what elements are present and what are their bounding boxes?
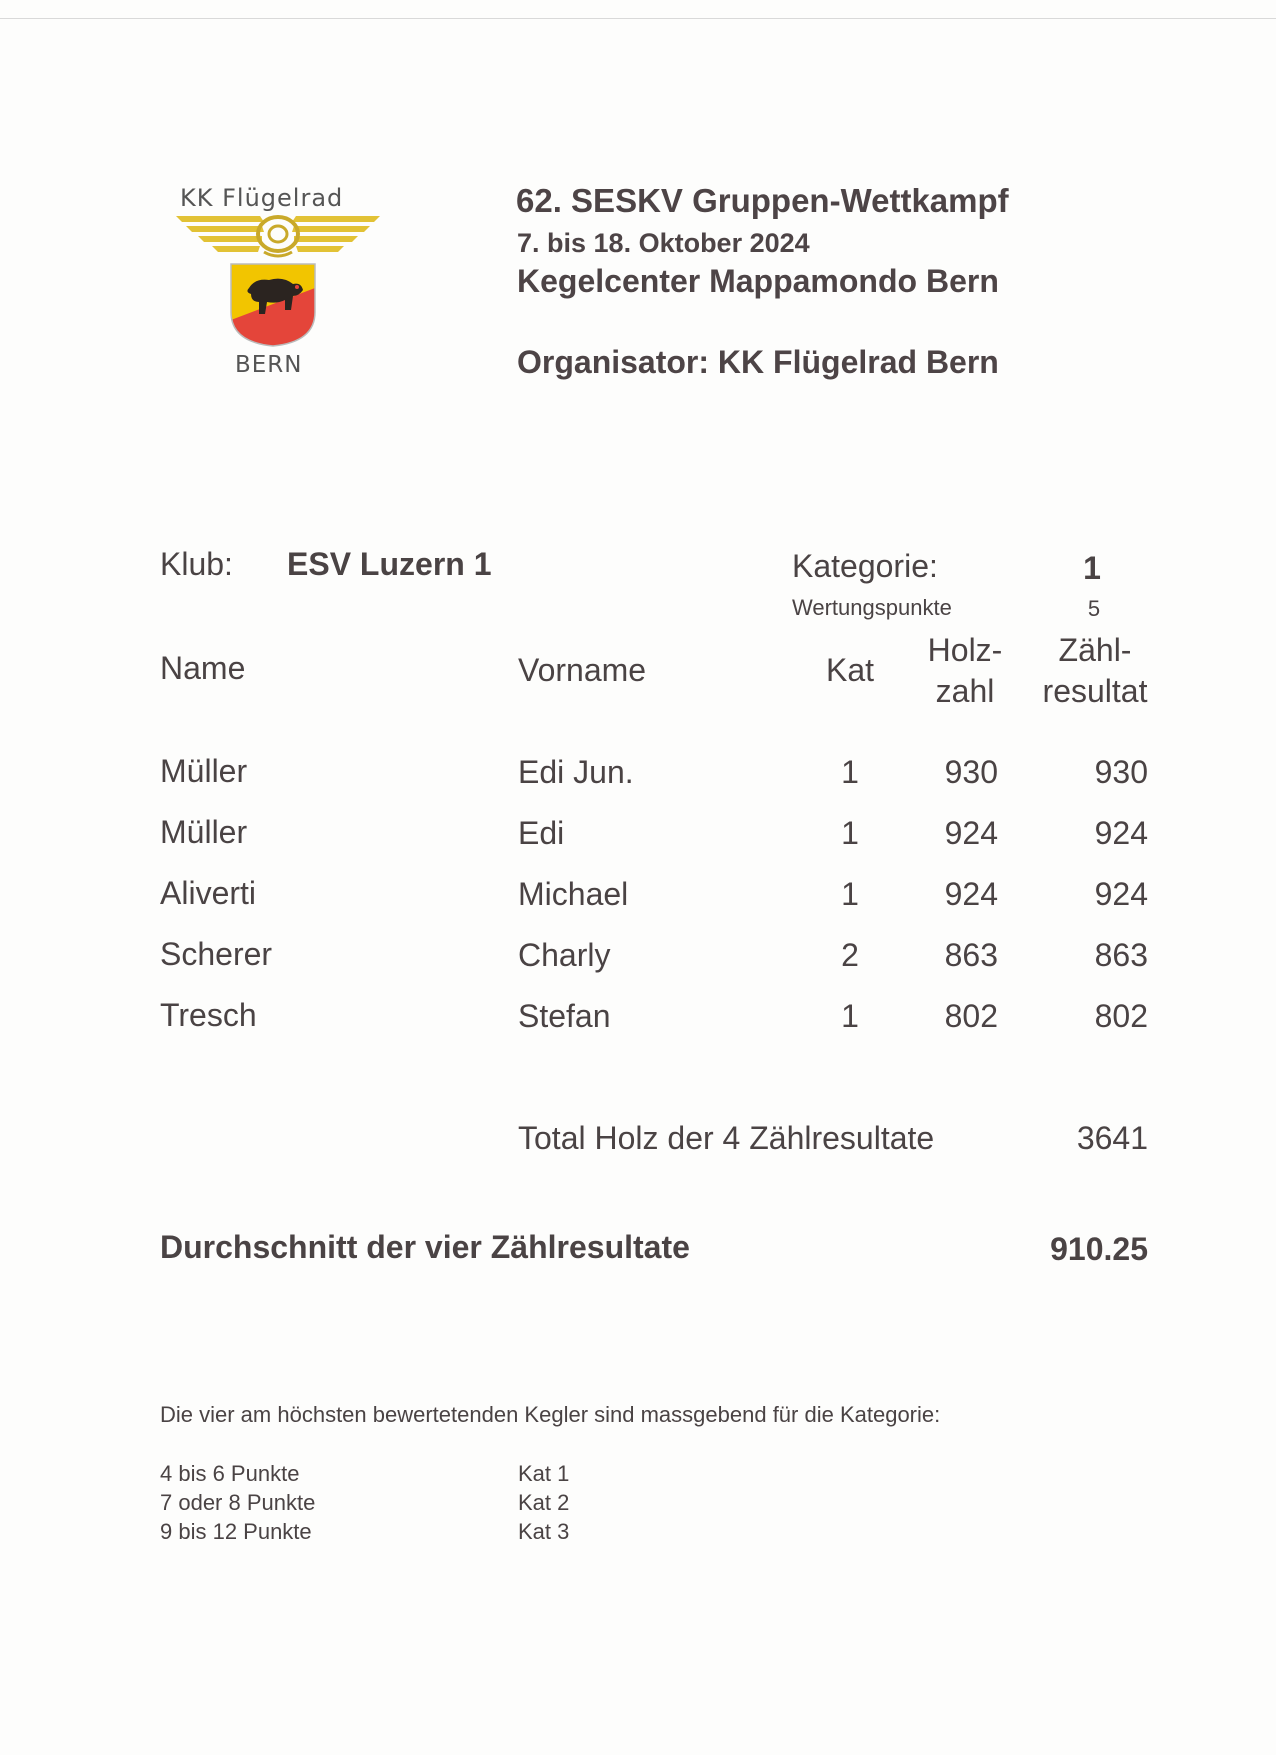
col-header-kat: Kat bbox=[825, 652, 875, 688]
col-header-holzzahl-line1: Holz- bbox=[927, 632, 1003, 668]
legend-range: 4 bis 6 Punkte bbox=[160, 1461, 300, 1486]
cell-name: Müller bbox=[160, 814, 248, 850]
footer-note: Die vier am höchsten bewertetenden Kegler sind massgebend für die Kategorie: bbox=[160, 1402, 941, 1427]
logo-city: BERN bbox=[235, 352, 303, 378]
cell-name: Müller bbox=[160, 753, 248, 789]
event-venue: Kegelcenter Mappamondo Bern bbox=[517, 263, 999, 299]
cell-holzzahl: 863 bbox=[944, 937, 998, 973]
col-header-holzzahl-line2: zahl bbox=[935, 673, 995, 709]
col-header-vorname: Vorname bbox=[518, 652, 647, 688]
cell-holzzahl: 924 bbox=[944, 876, 998, 912]
cell-kat: 2 bbox=[841, 937, 859, 973]
legend-range: 7 oder 8 Punkte bbox=[160, 1490, 316, 1515]
cell-vorname: Charly bbox=[518, 937, 611, 973]
club-name: ESV Luzern 1 bbox=[287, 546, 492, 582]
cell-name: Tresch bbox=[160, 997, 257, 1033]
total-value: 3641 bbox=[1076, 1120, 1148, 1156]
legend-kat: Kat 2 bbox=[518, 1490, 570, 1515]
col-header-zaehlresultat bbox=[1030, 630, 1160, 712]
cell-zaehlresultat: 930 bbox=[1094, 754, 1148, 790]
cell-vorname: Stefan bbox=[518, 998, 611, 1034]
cell-zaehlresultat: 802 bbox=[1094, 998, 1148, 1034]
cell-zaehlresultat: 924 bbox=[1094, 876, 1148, 912]
cell-vorname: Edi bbox=[518, 815, 565, 851]
cell-name: Aliverti bbox=[160, 875, 257, 911]
logo-club-name: KK Flügelrad bbox=[180, 184, 344, 212]
bern-shield-icon bbox=[229, 262, 317, 348]
col-header-name: Name bbox=[160, 650, 246, 686]
cell-holzzahl: 802 bbox=[944, 998, 998, 1034]
legend-range: 9 bis 12 Punkte bbox=[160, 1519, 312, 1544]
cell-zaehlresultat: 863 bbox=[1094, 937, 1148, 973]
average-label: Durchschnitt der vier Zählresultate bbox=[160, 1229, 690, 1265]
club-label: Klub: bbox=[160, 546, 233, 582]
event-title: 62. SESKV Gruppen-Wettkampf bbox=[516, 182, 1009, 219]
cell-kat: 1 bbox=[841, 815, 859, 851]
cell-name: Scherer bbox=[160, 936, 273, 972]
category-value: 1 bbox=[1083, 550, 1101, 586]
average-value: 910.25 bbox=[1050, 1231, 1148, 1267]
cell-holzzahl: 930 bbox=[944, 754, 998, 790]
col-header-holzzahl bbox=[910, 630, 1020, 712]
cell-vorname: Michael bbox=[518, 876, 629, 912]
legend-kat: Kat 3 bbox=[518, 1519, 570, 1544]
col-header-zaehlresultat-line2: resultat bbox=[1042, 673, 1148, 709]
cell-kat: 1 bbox=[841, 876, 859, 912]
event-organizer: Organisator: KK Flügelrad Bern bbox=[517, 344, 999, 380]
legend-kat: Kat 1 bbox=[518, 1461, 570, 1486]
cell-zaehlresultat: 924 bbox=[1094, 815, 1148, 851]
cell-holzzahl: 924 bbox=[944, 815, 998, 851]
cell-kat: 1 bbox=[841, 998, 859, 1034]
total-label: Total Holz der 4 Zählresultate bbox=[518, 1120, 935, 1156]
points-value: 5 bbox=[1087, 596, 1101, 621]
category-label: Kategorie: bbox=[792, 548, 938, 584]
winged-wheel-icon bbox=[176, 212, 380, 262]
scan-edge-line bbox=[0, 18, 1276, 19]
event-dates: 7. bis 18. Oktober 2024 bbox=[517, 228, 810, 258]
col-header-zaehlresultat-line1: Zähl- bbox=[1058, 632, 1132, 668]
cell-kat: 1 bbox=[841, 754, 859, 790]
points-label: Wertungspunkte bbox=[792, 595, 952, 620]
cell-vorname: Edi Jun. bbox=[518, 754, 634, 790]
